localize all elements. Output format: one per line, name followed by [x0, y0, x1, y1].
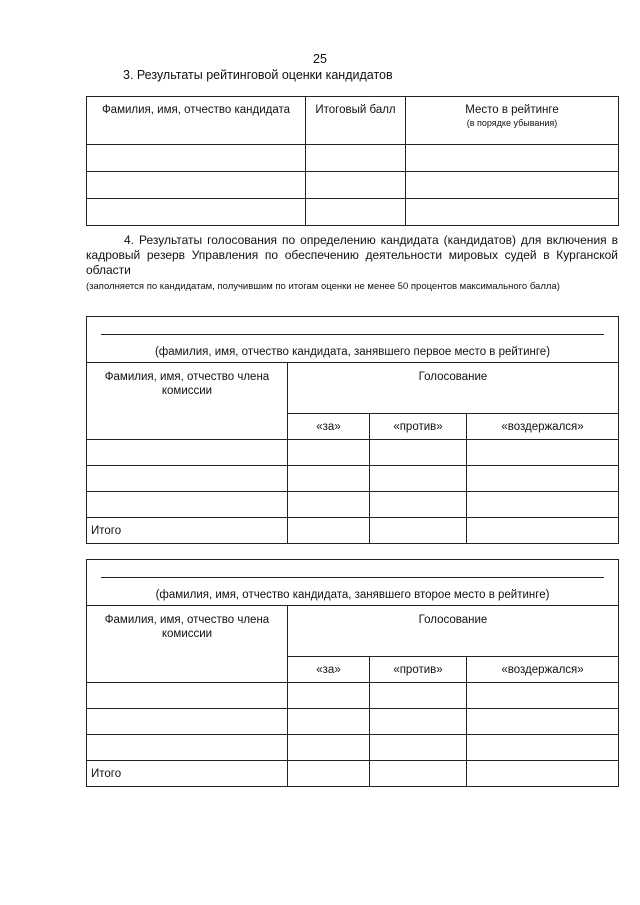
section-4-note: (заполняется по кандидатам, получившим по итогам оценки не менее 50 процентов максимального балла) [86, 281, 560, 292]
candidate-name-cell [87, 317, 619, 363]
vote-abstain-header: «воздержался» [467, 657, 619, 683]
candidate-name-line [101, 334, 604, 335]
table-row [87, 466, 619, 492]
candidate-name-cell [87, 560, 619, 606]
header-total-score: Итоговый балл [306, 97, 406, 145]
section-3-title: 3. Результаты рейтинговой оценки кандидатов [123, 68, 393, 82]
table-row [87, 145, 619, 172]
header-candidate-name: Фамилия, имя, отчество кандидата [87, 97, 306, 145]
table-row [87, 492, 619, 518]
vote-table-first-place [86, 316, 619, 544]
vote-against-header: «против» [370, 657, 467, 683]
vote-abstain-header: «воздержался» [467, 414, 619, 440]
table-row [87, 709, 619, 735]
candidate-name-line [101, 577, 604, 578]
header-rating-place-note: (в порядке убывания) [466, 118, 558, 128]
section-4-text [86, 233, 618, 293]
header-rating-place-label: Место в рейтинге [465, 104, 559, 116]
vote-for-header: «за» [288, 657, 370, 683]
table-row [87, 199, 619, 226]
table-row [87, 440, 619, 466]
total-label: Итого [87, 518, 288, 544]
member-header: Фамилия, имя, отчество члена комиссии [87, 606, 288, 683]
rating-table [86, 96, 619, 226]
section-4-paragraph: 4. Результаты голосования по определению кандидата (кандидатов) для включения в кадровый резерв Управления по обеспечению деятельности мировых судей в Курганской области [86, 233, 618, 277]
header-rating-place [406, 97, 619, 145]
member-header: Фамилия, имя, отчество члена комиссии [87, 363, 288, 440]
total-label: Итого [87, 761, 288, 787]
voting-header: Голосование [288, 363, 619, 414]
table-row [87, 683, 619, 709]
voting-header: Голосование [288, 606, 619, 657]
table-row [87, 735, 619, 761]
page-number: 25 [313, 52, 327, 66]
candidate-caption: (фамилия, имя, отчество кандидата, занявшего первое место в рейтинге) [154, 346, 551, 358]
vote-table-second-place [86, 559, 619, 787]
vote-for-header: «за» [288, 414, 370, 440]
vote-against-header: «против» [370, 414, 467, 440]
candidate-caption: (фамилия, имя, отчество кандидата, занявшего второе место в рейтинге) [155, 589, 550, 601]
table-row [87, 172, 619, 199]
